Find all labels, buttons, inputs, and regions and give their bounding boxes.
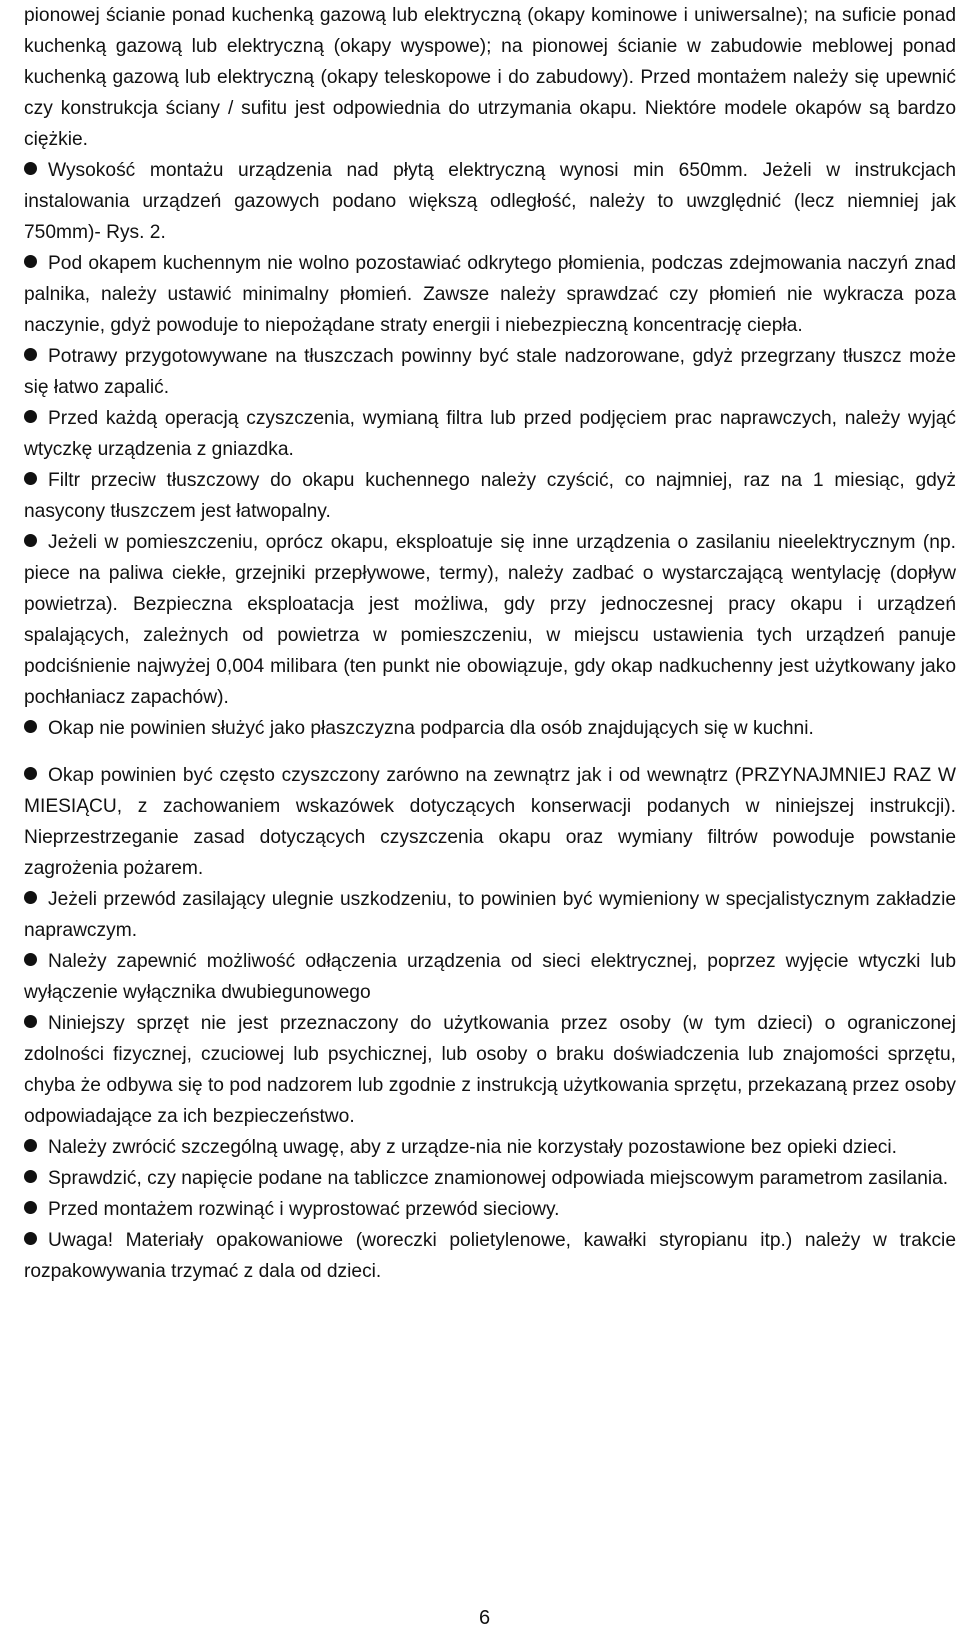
bullet-item — [24, 1163, 956, 1194]
bullet-text: Jeżeli przewód zasilający ulegnie uszkodzeniu, to powinien być wymieniony w specjalistycznym zakładzie naprawczym. — [24, 889, 956, 941]
bullet-dot-icon — [24, 348, 37, 361]
bullet-text: Należy zwrócić szczególną uwagę, aby z urządze-nia nie korzystały pozostawione bez opieki dzieci. — [48, 1137, 897, 1158]
bullet-text: Potrawy przygotowywane na tłuszczach powinny być stale nadzorowane, gdyż przegrzany tłuszcz może się łatwo zapalić. — [24, 346, 956, 398]
bullet-item — [24, 527, 956, 713]
safety-list-2 — [24, 760, 956, 1287]
bullet-item — [24, 1132, 956, 1163]
safety-list-1 — [24, 155, 956, 744]
bullet-dot-icon — [24, 720, 37, 733]
document-content — [24, 0, 956, 1287]
bullet-text: Przed montażem rozwinąć i wyprostować przewód sieciowy. — [48, 1199, 560, 1220]
bullet-dot-icon — [24, 1232, 37, 1245]
bullet-item — [24, 1008, 956, 1132]
bullet-dot-icon — [24, 767, 37, 780]
page-number: 6 — [479, 1607, 491, 1629]
bullet-item — [24, 946, 956, 1008]
bullet-item — [24, 341, 956, 403]
bullet-text: Sprawdzić, czy napięcie podane na tabliczce znamionowej odpowiada miejscowym parametrom zasilania. — [48, 1168, 949, 1189]
bullet-text: Niniejszy sprzęt nie jest przeznaczony do użytkowania przez osoby (w tym dzieci) o ograniczonej zdolności fizycznej, czuciowej lub psychicznej, lub osoby o braku doświadczenia lub znajomości sprzętu, chyba że odbywa się to pod nadzorem lub zgodnie z instrukcją użytkowania sprzętu, przekazaną przez osoby odpowiadające za ich bezpieczeństwo. — [24, 1013, 956, 1127]
bullet-text: Filtr przeciw tłuszczowy do okapu kuchennego należy czyścić, co najmniej, raz na 1 miesiąc, gdyż nasycony tłuszczem jest łatwopalny. — [24, 470, 956, 522]
bullet-text: Uwaga! Materiały opakowaniowe (woreczki polietylenowe, kawałki styropianu itp.) należy w trakcie rozpakowywania trzymać z dala od dzieci. — [24, 1230, 956, 1282]
bullet-dot-icon — [24, 1139, 37, 1152]
bullet-dot-icon — [24, 953, 37, 966]
bullet-dot-icon — [24, 162, 37, 175]
bullet-item — [24, 248, 956, 341]
bullet-text: Wysokość montażu urządzenia nad płytą elektryczną wynosi min 650mm. Jeżeli w instrukcjach instalowania urządzeń gazowych podano większą odległość, należy to uwzględnić (lecz niemniej jak 750mm)- Rys. 2. — [24, 160, 956, 243]
bullet-dot-icon — [24, 891, 37, 904]
bullet-dot-icon — [24, 1015, 37, 1028]
bullet-item — [24, 1225, 956, 1287]
bullet-dot-icon — [24, 534, 37, 547]
bullet-item — [24, 713, 956, 744]
bullet-text: Okap nie powinien służyć jako płaszczyzna podparcia dla osób znajdujących się w kuchni. — [48, 718, 814, 739]
bullet-text: Pod okapem kuchennym nie wolno pozostawiać odkrytego płomienia, podczas zdejmowania naczyń znad palnika, należy ustawić minimalny płomień. Zawsze należy sprawdzać czy płomień nie wykracza poza naczynie, gdyż powoduje to niepożądane straty energii i niebezpieczną koncentrację ciepła. — [24, 253, 956, 336]
bullet-dot-icon — [24, 255, 37, 268]
bullet-dot-icon — [24, 472, 37, 485]
bullet-item — [24, 465, 956, 527]
bullet-dot-icon — [24, 1201, 37, 1214]
bullet-item — [24, 403, 956, 465]
bullet-item — [24, 1194, 956, 1225]
bullet-text: Jeżeli w pomieszczeniu, oprócz okapu, eksploatuje się inne urządzenia o zasilaniu nieelektrycznym (np. piece na paliwa ciekłe, grzejniki przepływowe, termy), należy zadbać o wystarczającą wentylację (dopływ powietrza). Bezpieczna eksploatacja jest możliwa, gdy przy jednoczesnej pracy okapu i urządzeń spalających, zależnych od powietrza w pomieszczeniu, w miejscu ustawienia tych urządzeń panuje podciśnienie najwyżej 0,004 milibara (ten punkt nie obowiązuje, gdy okap nadkuchenny jest użytkowany jako pochłaniacz zapachów). — [24, 532, 956, 708]
document-page — [24, 0, 956, 1648]
section-spacer — [24, 744, 956, 760]
bullet-dot-icon — [24, 410, 37, 423]
bullet-dot-icon — [24, 1170, 37, 1183]
bullet-text: Należy zapewnić możliwość odłączenia urządzenia od sieci elektrycznej, poprzez wyjęcie wtyczki lub wyłączenie wyłącznika dwubiegunowego — [24, 951, 956, 1003]
bullet-text: Przed każdą operacją czyszczenia, wymianą filtra lub przed podjęciem prac naprawczych, należy wyjąć wtyczkę urządzenia z gniazdka. — [24, 408, 956, 460]
bullet-item — [24, 760, 956, 884]
bullet-item — [24, 884, 956, 946]
intro-paragraph: pionowej ścianie ponad kuchenką gazową lub elektryczną (okapy kominowe i uniwersalne); na suficie ponad kuchenką gazową lub elektryczną (okapy wyspowe); na pionowej ścianie w zabudowie meblowej ponad kuchenką gazową lub elektryczną (okapy teleskopowe i do zabudowy). Przed montażem należy się upewnić czy konstrukcja ściany / sufitu jest odpowiednia do utrzymania okapu. Niektóre modele okapów są bardzo ciężkie. — [24, 5, 956, 150]
bullet-item — [24, 155, 956, 248]
bullet-text: Okap powinien być często czyszczony zarówno na zewnątrz jak i od wewnątrz (PRZYNAJMNIEJ RAZ W MIESIĄCU, z zachowaniem wskazówek dotyczących konserwacji podanych w niniejszej instrukcji). Nieprzestrzeganie zasad dotyczących czyszczenia okapu oraz wymiany filtrów powoduje powstanie zagrożenia pożarem. — [24, 765, 956, 879]
